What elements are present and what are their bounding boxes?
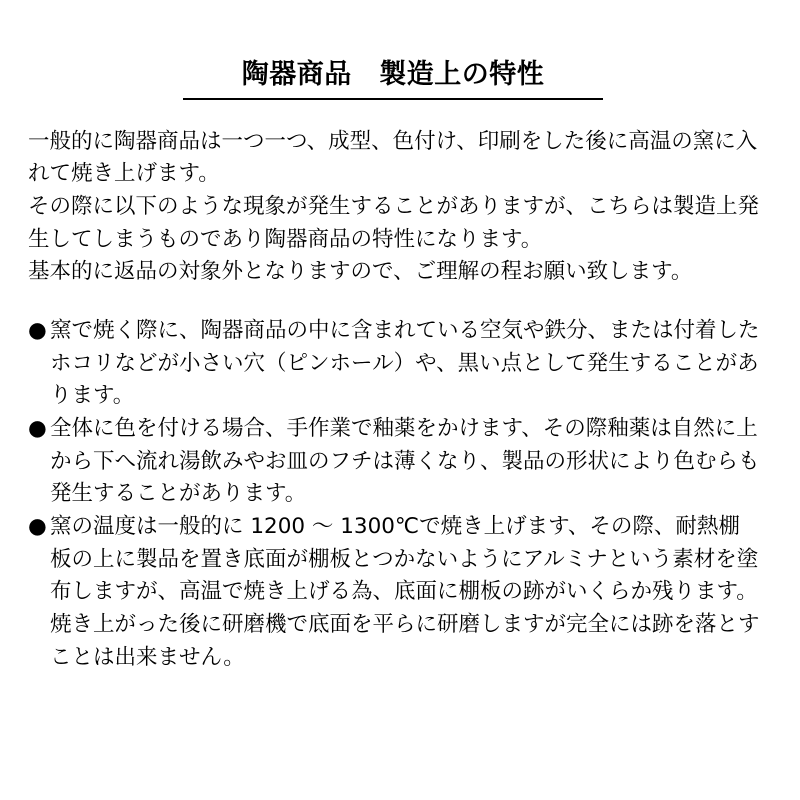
list-item-text: 全体に色を付ける場合、手作業で釉薬をかけます、その際釉薬は自然に上から下へ流れ湯飲みやお皿のフチは薄くなり、製品の形状により色むらも発生することがあります。 [50,416,760,507]
bullet-icon: ● [28,318,47,344]
intro-section [22,126,764,289]
characteristics-list [22,315,764,674]
intro-paragraph-1: 一般的に陶器商品は一つ一つ、成型、色付け、印刷をした後に高温の窯に入れて焼き上げます。 [28,128,758,187]
list-item-text: 窯で焼く際に、陶器商品の中に含まれている空気や鉄分、または付着したホコリなどが小さい穴（ピンホール）や、黒い点として発生することがあります。 [50,318,760,409]
intro-paragraph-3: 基本的に返品の対象外となりますので、ご理解の程お願い致します。 [28,259,693,285]
list-item-text: 窯の温度は一般的に 1200 ～ 1300℃で焼き上げます、その際、耐熱棚板の上に製品を置き底面が棚板とつかないようにアルミナという素材を塗布しますが、高温で焼き上げる為、底面に棚板の跡がいくらか残ります。 [50,514,759,605]
intro-paragraph-2: その際に以下のような現象が発生することがありますが、こちらは製造上発生してしまうものであり陶器商品の特性になります。 [28,194,760,252]
bullet-icon: ● [28,514,47,540]
list-item [28,315,760,413]
list-item-subnote: 焼き上がった後に研磨機で底面を平らに研磨しますが完全には跡を落とすことは出来ません。 [50,612,760,670]
section-spacer [22,289,764,315]
list-item [28,511,760,674]
list-item [28,413,760,511]
bullet-icon: ● [28,416,47,442]
page-title: 陶器商品 製造上の特性 [183,58,603,100]
